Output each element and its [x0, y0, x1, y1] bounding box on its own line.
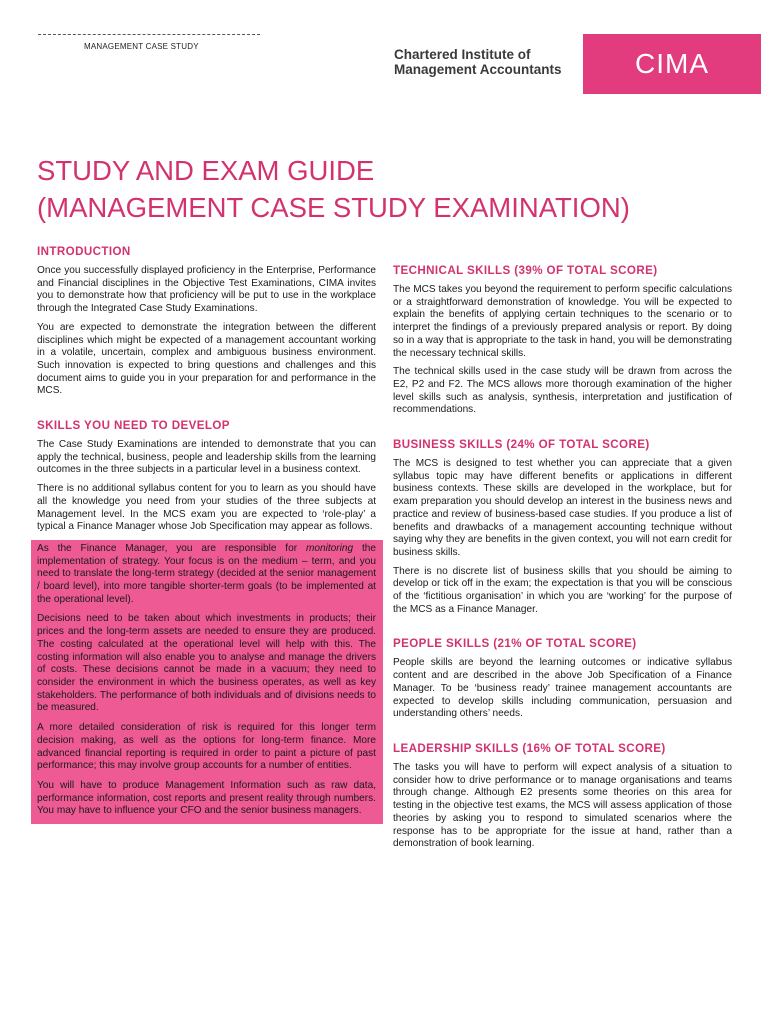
section-gap	[393, 622, 732, 637]
technical-paragraph: The technical skills used in the case study will be drawn from across the E2, P2 and F2. The MCS allows more thorough examination of the higher level skills such as analysis, synthesis, interpretation and justification of recommendations.	[393, 366, 732, 416]
section-gap	[393, 727, 732, 742]
running-header: MANAGEMENT CASE STUDY	[84, 42, 199, 51]
cima-logo	[583, 34, 761, 94]
leadership-paragraph: The tasks you will have to perform will expect analysis of a situation to consider how to drive performance or to manage organisations and teams through change. Although E2 presents some theories on this area for testing in the objective test exams, the MCS will assess application of those theories by asking you to respond to simulated scenarios where the response has to be appropriate for the issue at hand, rather than a demonstration of book learning.	[393, 761, 732, 850]
job-spec-text: the implementation of strategy. Your focus is on the medium – term, and you need to translate the long-term strategy (decided at the senior management / board level), into more tangible shorter-term goals (to be implemented at the operational level).	[37, 542, 376, 605]
page-title	[37, 152, 737, 226]
header-dotted-rule	[38, 34, 260, 35]
section-gap	[37, 404, 376, 419]
org-name-line2: Management Accountants	[394, 62, 562, 77]
introduction-heading: INTRODUCTION	[37, 245, 131, 258]
business-heading: BUSINESS SKILLS (24% OF TOTAL SCORE)	[393, 438, 650, 452]
business-paragraph: The MCS is designed to test whether you can appreciate that a given syllabus topic may have different benefits or applications in different business contexts. These skills are developed in the workplace, but for exam preparation you should develop an interest in the business news and practice and review of business-based case studies. If you produce a list of benefits and drawbacks of a management accounting technique without saying why they are benefits in the given context, you will not earn credit for business skills.	[393, 458, 732, 558]
technical-paragraph: The MCS takes you beyond the requirement to perform specific calculations or a straightforward demonstration of knowledge. You will be expected to explain the benefits of applying certain techniques to the scenario or to interpret the findings of a previously prepared analysis or report. By doing so in a way that is appropriate to the task in hand, you will be demonstrating the necessary technical skills.	[393, 284, 732, 359]
left-column	[37, 245, 376, 824]
technical-heading: TECHNICAL SKILLS (39% OF TOTAL SCORE)	[393, 264, 658, 277]
org-name-line1: Chartered Institute of	[394, 47, 531, 62]
people-heading: PEOPLE SKILLS (21% OF TOTAL SCORE)	[393, 637, 637, 651]
title-line1: STUDY AND EXAM GUIDE	[37, 155, 375, 186]
leadership-heading: LEADERSHIP SKILLS (16% OF TOTAL SCORE)	[393, 741, 666, 755]
job-spec-paragraph	[37, 543, 376, 607]
introduction-paragraph: Once you successfully displayed proficiency in the Enterprise, Performance and Financial disciplines in the Objective Test Examinations, CIMA invites you to demonstrate how that proficiency will be put to use in the workplace through the Integrated Case Study Examinations.	[37, 265, 376, 315]
org-name	[394, 47, 564, 77]
logo-text: CIMA	[635, 48, 709, 79]
people-paragraph: People skills are beyond the learning outcomes or indicative syllabus content and are described in the above Job Specification of a Finance Manager. To be ‘business ready’ trainee management accountants are expected to develop skills including communication, persuasion and understanding others’ needs.	[393, 657, 732, 720]
job-spec-text: As the Finance Manager, you are responsible for	[37, 542, 306, 554]
skills-paragraph: There is no additional syllabus content for you to learn as you should have all the knowledge you need from your studies of the three subjects at Management level. In the MCS exam you are expected to ‘role-play’ a typical a Finance Manager whose Job Specification may appear as follows.	[37, 483, 376, 533]
right-column	[393, 264, 732, 857]
skills-heading: SKILLS YOU NEED TO DEVELOP	[37, 419, 230, 433]
job-spec-emphasis: monitoring	[305, 542, 354, 554]
job-spec-paragraph: A more detailed consideration of risk is required for this longer term decision making, as well as the options for long-term finance. More advanced financial reporting is required in order to paint a picture of past performance; this may involve group accounts for a number of entities.	[37, 722, 376, 772]
title-line2: (MANAGEMENT CASE STUDY EXAMINATION)	[37, 192, 630, 223]
job-specification-box	[31, 540, 383, 824]
job-spec-paragraph: Decisions need to be taken about which investments in products; their prices and the long-term assets are needed to ensure they are produced. The costing calculated at the operational level will help with this. The costing information will also enable you to analyse and manage the drivers of costs. These decisions cannot be made in a vacuum; they need to consider the environment in which the business operates, as well as key stakeholders. The performance of both individuals and of divisions needs to be measured.	[37, 613, 376, 714]
introduction-paragraph: You are expected to demonstrate the integration between the different disciplines which might be expected of a management accountant working in a volatile, uncertain, complex and ambiguous business environment. Such innovation is expected to bring questions and challenges and this document aims to guide you in your preparation for and performance in the MCS.	[37, 321, 376, 397]
section-gap	[393, 423, 732, 438]
job-spec-paragraph: You will have to produce Management Information such as raw data, performance information, cost reports and present reality through numbers. You may have to influence your CFO and the senior business managers.	[37, 779, 376, 817]
business-paragraph: There is no discrete list of business skills that you should be aiming to develop or tick off in the exam; the expectation is that you will be conscious of the ‘fictitious organisation’ in which you are ‘working’ for the purpose of the MCS as a Finance Manager.	[393, 565, 732, 615]
skills-paragraph: The Case Study Examinations are intended to demonstrate that you can apply the technical, business, people and leadership skills from the learning outcomes in the three subjects in a particular level in a business context.	[37, 439, 376, 476]
